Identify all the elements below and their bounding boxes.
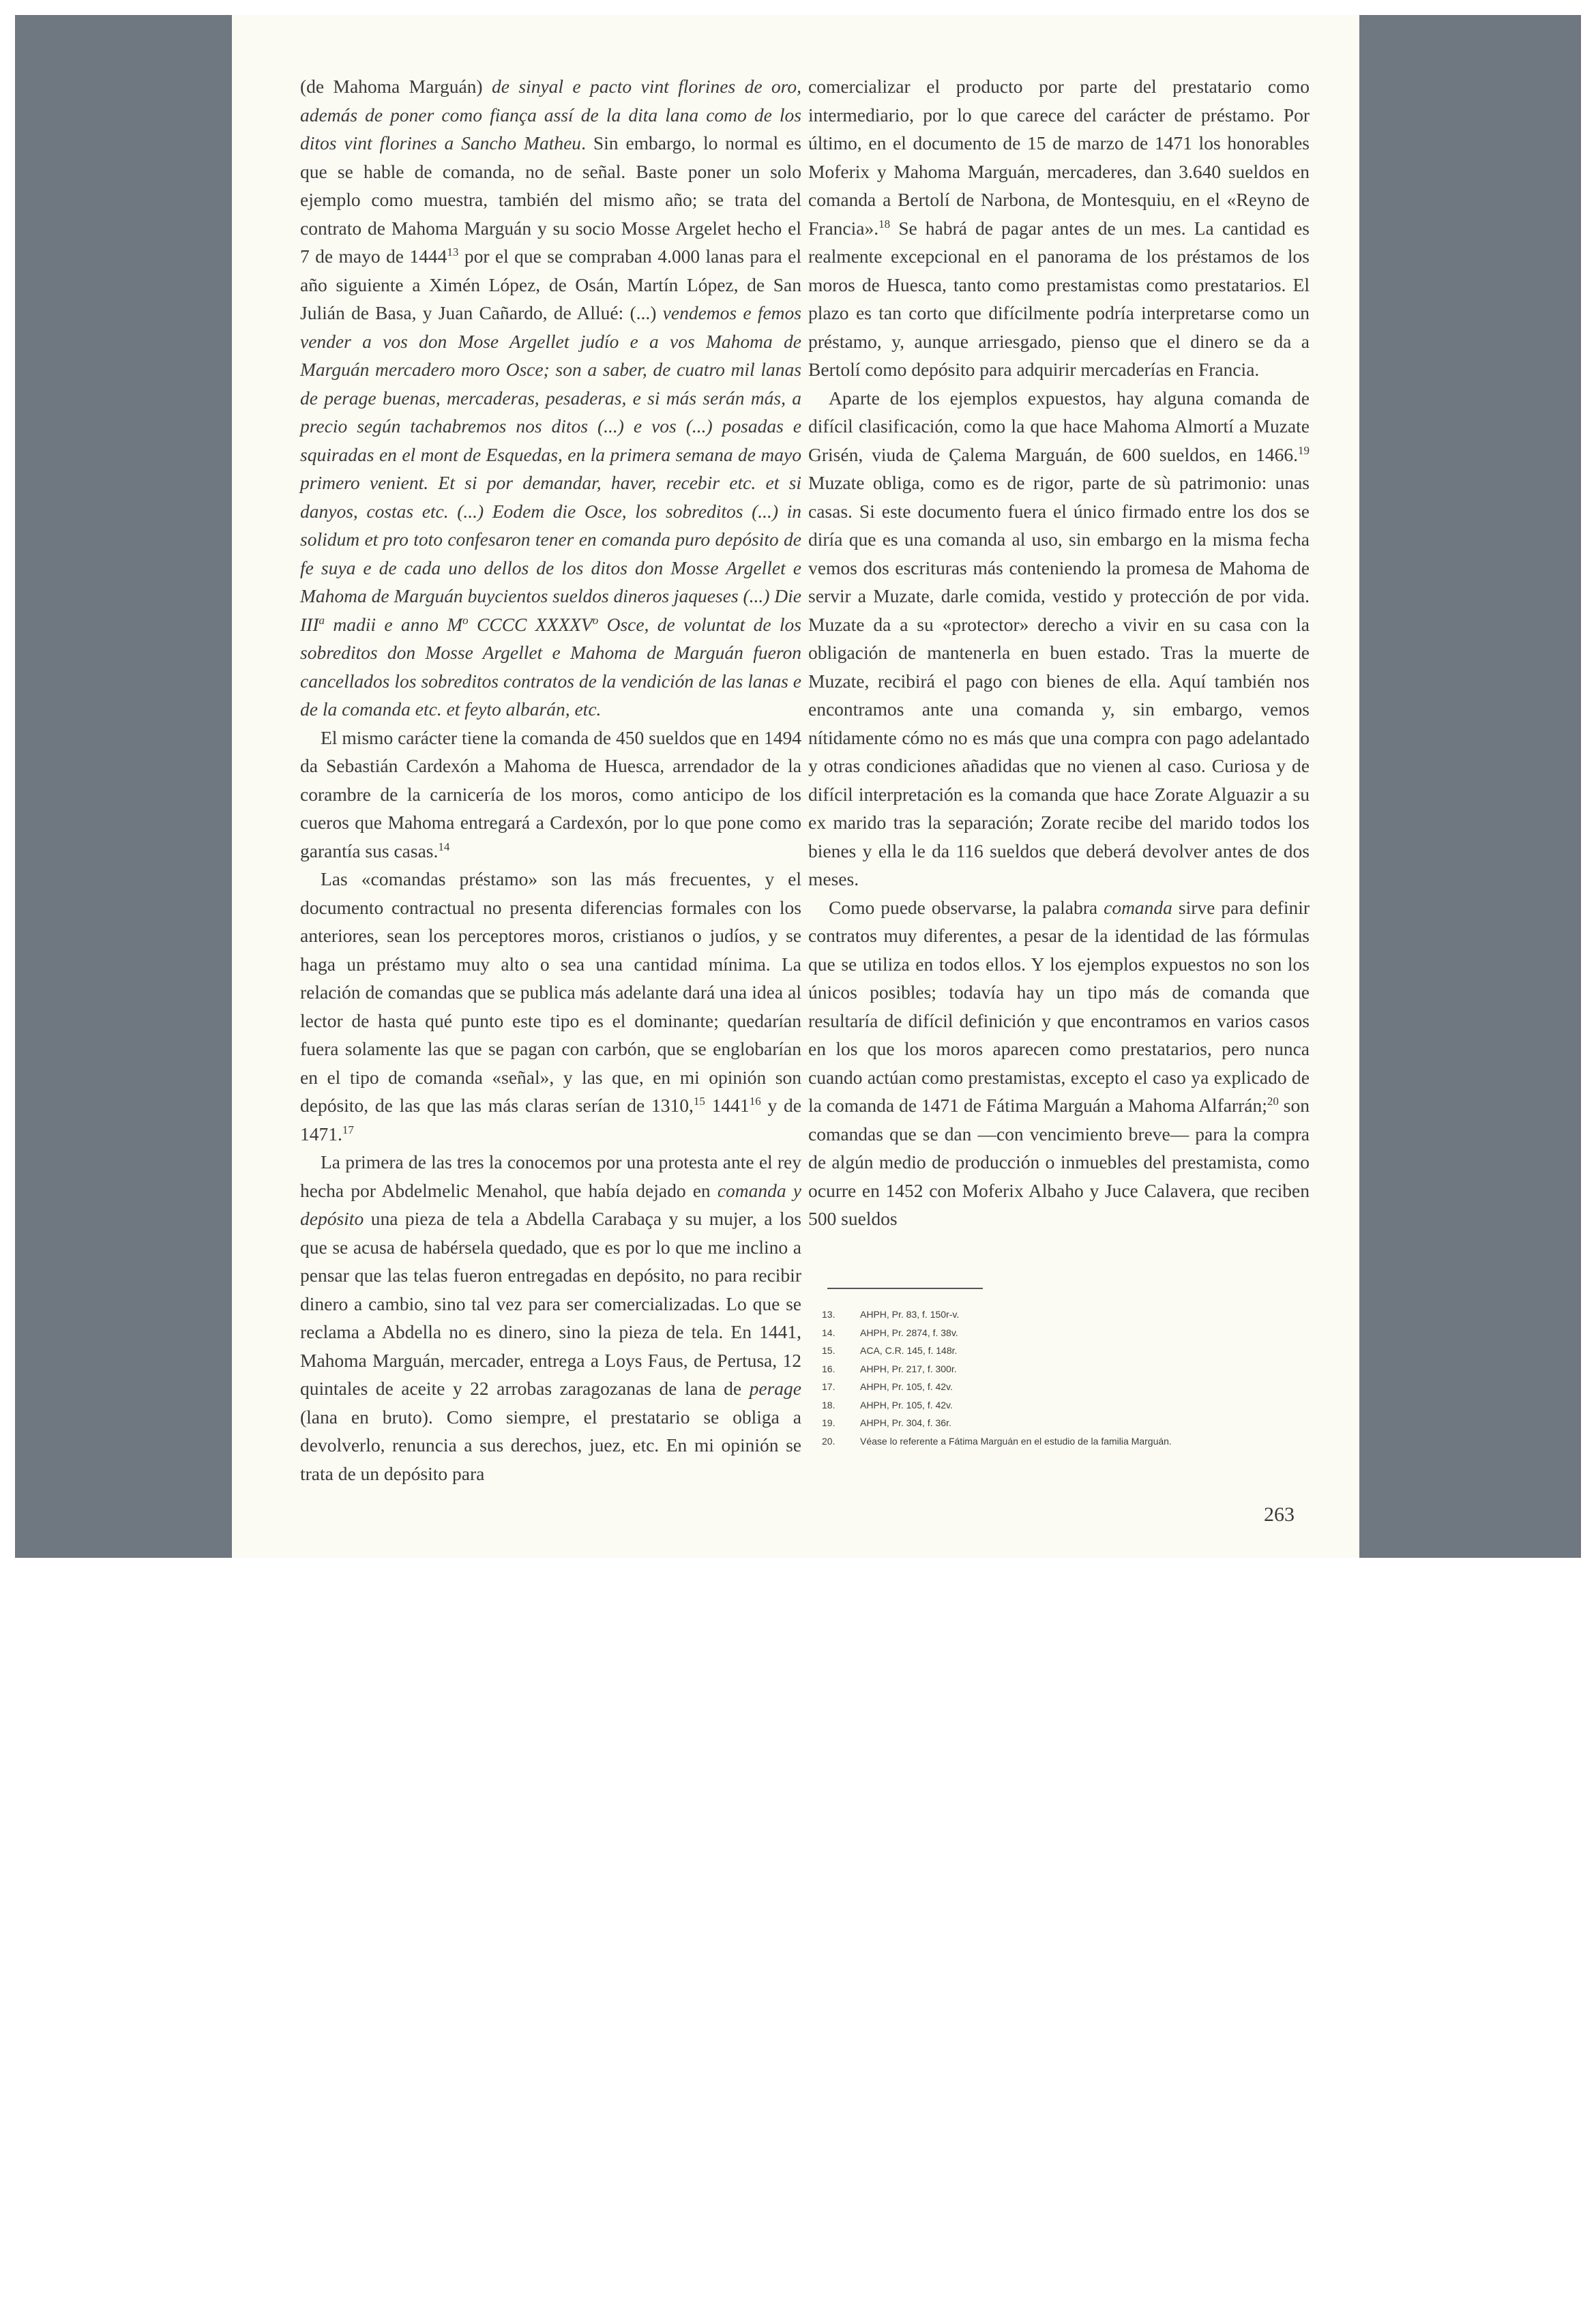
paragraph bbox=[808, 72, 1310, 384]
quotation: de sinyal e pacto vint florines de oro, además de poner como fiança assí de la dita lana como de los ditos vint florines a Sancho Matheu bbox=[300, 76, 801, 153]
footnote-number: 18. bbox=[822, 1399, 836, 1410]
footnote-number: 15. bbox=[822, 1345, 836, 1356]
footnote-number: 19. bbox=[822, 1417, 836, 1428]
footnote-text: AHPH, Pr. 105, f. 42v. bbox=[860, 1399, 953, 1410]
footnote-number: 20. bbox=[822, 1435, 836, 1447]
footnote-text: ACA, C.R. 145, f. 148r. bbox=[860, 1345, 958, 1356]
footnote bbox=[822, 1324, 1313, 1342]
paragraph bbox=[300, 724, 801, 866]
paragraph bbox=[300, 865, 801, 1148]
footnote-ref[interactable]: 15 bbox=[693, 1094, 705, 1108]
footnote-ref[interactable]: 19 bbox=[1298, 443, 1310, 457]
footnote bbox=[822, 1432, 1313, 1451]
book-page bbox=[232, 15, 1359, 1558]
text-run: y de 1471. bbox=[300, 1095, 801, 1144]
footnote-ref[interactable]: 17 bbox=[342, 1123, 354, 1136]
footnote-text: AHPH, Pr. 217, f. 300r. bbox=[860, 1363, 957, 1374]
footnote bbox=[822, 1360, 1313, 1378]
quotation: madii e anno M bbox=[324, 613, 463, 635]
footnote bbox=[822, 1305, 1313, 1324]
superscript: o bbox=[592, 613, 599, 627]
footnote-ref[interactable]: 16 bbox=[749, 1094, 761, 1108]
superscript: a bbox=[319, 613, 325, 627]
footnote-number: 14. bbox=[822, 1327, 836, 1338]
quotation: CCCC XXXXV bbox=[468, 613, 593, 635]
footnote-text: Véase lo referente a Fátima Marguán en el estudio de la familia Marguán. bbox=[860, 1435, 1172, 1447]
text-run: una pieza de tela a Abdella Carabaça y su mujer, a los que se acusa de habérsela quedado, que es por lo que me inclino a pensar que las telas fueron entregadas en depósito, no para recibir dinero a cambio, sino tal vez para ser comercializadas. Lo que se reclama a Abdella no es dinero, sino la pieza de tela. En 1441, Mahoma Marguán, mercader, entrega a Loys Faus, de Pertusa, 12 quintales de aceite y 22 arrobas zaragozanas de lana de bbox=[300, 1208, 801, 1399]
text-run: son comandas que se dan —con vencimiento breve— para la compra de algún medio de producción o inmuebles del prestamista, como ocurre en 1452 con Moferix Albaho y Juce Calavera, que reciben 500 sueldos bbox=[808, 1095, 1310, 1229]
text-run: comercializar el producto por parte del prestatario como intermediario, por lo que carece del carácter de préstamo. Por último, en el documento de 15 de marzo de 1471 los honorables Moferix y Mahoma Marguán, mercaderes, dan 3.640 sueldos en comanda a Bertolí de Narbona, de Montesquiu, en el «Reyno de Francia». bbox=[808, 76, 1310, 239]
superscript: o bbox=[462, 613, 469, 627]
emphasis: perage bbox=[749, 1378, 801, 1399]
footnote bbox=[822, 1414, 1313, 1432]
footnote-number: 17. bbox=[822, 1381, 836, 1392]
footnote-ref[interactable]: 18 bbox=[878, 217, 891, 231]
paragraph bbox=[300, 72, 801, 724]
text-run: La primera de las tres la conocemos por una protesta ante el rey hecha por Abdelmelic Menahol, que había dejado en bbox=[300, 1151, 801, 1201]
text-run: (de Mahoma Marguán) bbox=[300, 76, 492, 97]
text-run: Se habrá de pagar antes de un mes. La cantidad es realmente excepcional en el panorama de los préstamos de los moros de Huesca, tanto como prestamistas como prestatarios. El plazo es tan corto que difícilmente podría interpretarse como un préstamo, y, aunque arriesgado, pienso que el dinero se da a Bertolí como depósito para adquirir mercaderías en Francia. bbox=[808, 217, 1310, 380]
footnote-separator bbox=[827, 1288, 983, 1289]
footnote-ref[interactable]: 13 bbox=[447, 245, 459, 259]
scanned-page-frame bbox=[15, 15, 1581, 1558]
quotation: vendemos e femos vender a vos don Mose Argellet judío e a vos Mahoma de Marguán mercadero moro Osce; son a saber, de cuatro mil lanas de perage buenas, mercaderas, pesaderas, e si más serán más, a precio según tachabremos nos ditos (...) e vos (...) posadas e squiradas en el mont de Esquedas, en la primera semana de mayo primero venient. Et si por demandar, haver, recebir etc. et si danyos, costas etc. (...) Eodem die Osce, los sobreditos (...) in solidum et pro toto confesaron tener en comanda puro depósito de fe suya e de cada uno dellos de los ditos don Mosse Argellet e Mahoma de Marguán buycientos sueldos dineros jaqueses (...) Die III bbox=[300, 302, 801, 635]
text-run: El mismo carácter tiene la comanda de 450 sueldos que en 1494 da Sebastián Cardexón a Mahoma de Huesca, arrendador de la corambre de la carnicería de los moros, como anticipo de los cueros que Mahoma entregará a Cardexón, por lo que pone como garantía sus casas. bbox=[300, 726, 801, 861]
footnotes bbox=[822, 1305, 1313, 1450]
text-run: Como puede observarse, la palabra bbox=[829, 896, 1104, 918]
paragraph bbox=[808, 893, 1310, 1233]
footnote bbox=[822, 1342, 1313, 1360]
footnote-text: AHPH, Pr. 2874, f. 38v. bbox=[860, 1327, 958, 1338]
text-run: sirve para definir contratos muy diferentes, a pesar de la identidad de las fórmulas que se utiliza en todos ellos. Y los ejemplos expuestos no son los únicos posibles; todavía hay un tipo más de comanda que resultaría de difícil definición y que encontramos en varios casos en los que los moros aparecen como prestatarios, pero nunca cuando actúan como prestamistas, excepto el caso ya explicado de la comanda de 1471 de Fátima Marguán a Mahoma Alfarrán; bbox=[808, 896, 1310, 1116]
footnote bbox=[822, 1396, 1313, 1415]
text-run: por el que se compraban 4.000 lanas para el año siguiente a Ximén López, de Osán, Martín López, de San Julián de Basa, y Juan Cañardo, de Allué: (...) bbox=[300, 246, 801, 323]
text-run: 1441 bbox=[705, 1095, 750, 1116]
footnote-text: AHPH, Pr. 304, f. 36r. bbox=[860, 1417, 951, 1428]
paragraph bbox=[300, 1148, 801, 1488]
footnote-number: 16. bbox=[822, 1363, 836, 1374]
footnote-text: AHPH, Pr. 83, f. 150r-v. bbox=[860, 1309, 960, 1320]
footnote bbox=[822, 1378, 1313, 1396]
text-run: . Sin embargo, lo normal es que se hable de comanda, no de señal. Baste poner un solo ejemplo como muestra, también del mismo año; se trata del contrato de Mahoma Marguán y su socio Mosse Argelet hecho el 7 de mayo de 1444 bbox=[300, 132, 801, 267]
text-run: Aparte de los ejemplos expuestos, hay alguna comanda de difícil clasificación, como la que hace Mahoma Almortí a Muzate Grisén, viuda de Çalema Marguán, de 600 sueldos, en 1466. bbox=[808, 387, 1310, 465]
footnote-ref[interactable]: 14 bbox=[438, 840, 450, 853]
text-run: Las «comandas préstamo» son las más frecuentes, y el documento contractual no presenta diferencias formales con los anteriores, sean los perceptores moros, cristianos o judíos, y se haga un préstamo muy alto o sea una cantidad mínima. La relación de comandas que se publica más adelante dará una idea al lector de hasta qué punto este tipo es el dominante; quedarían fuera solamente las que se pagan con carbón, que se englobarían en el tipo de comanda «señal», y las que, en mi opinión son depósito, de las que las más claras serían de 1310, bbox=[300, 868, 801, 1116]
text-run: (lana en bruto). Como siempre, el prestatario se obliga a devolverlo, renuncia a sus derechos, juez, etc. En mi opinión se trata de un depósito para bbox=[300, 1406, 801, 1484]
emphasis: comanda y depósito bbox=[300, 1179, 801, 1229]
quotation: Osce, de voluntat de los sobreditos don Mosse Argellet e Mahoma de Marguán fueron cancellados los sobreditos contratos de la vendición de las lanas e de la comanda etc. et feyto albarán, etc. bbox=[300, 613, 801, 720]
text-run: Muzate obliga, como es de rigor, parte de sù patrimonio: unas casas. Si este documento fuera el único firmado entre los dos se diría que es una comanda al uso, sin embargo en la misma fecha vemos dos escrituras más conteniendo la promesa de Mahoma de servir a Muzate, darle comida, vestido y protección de por vida. Muzate da a su «protector» derecho a vivir en su casa con la obligación de mantenerla en buen estado. Tras la muerte de Muzate, recibirá el pago con bienes de ella. Aquí también nos encontramos ante una comanda y, sin embargo, vemos nítidamente cómo no es más que una compra con pago adelantado y otras condiciones añadidas que no vienen al caso. Curiosa y de difícil interpretación es la comanda que hace Zorate Alguazir a su ex marido tras la separación; Zorate recibe del marido todos los bienes y ella le da 116 sueldos que deberá devolver antes de dos meses. bbox=[808, 472, 1310, 889]
page-number: 263 bbox=[1264, 1503, 1295, 1526]
paragraph bbox=[808, 384, 1310, 893]
left-text-column bbox=[300, 72, 801, 1488]
footnote-ref[interactable]: 20 bbox=[1267, 1094, 1279, 1108]
footnote-number: 13. bbox=[822, 1309, 836, 1320]
footnote-text: AHPH, Pr. 105, f. 42v. bbox=[860, 1381, 953, 1392]
emphasis: comanda bbox=[1104, 896, 1172, 918]
right-text-column bbox=[808, 72, 1310, 1233]
